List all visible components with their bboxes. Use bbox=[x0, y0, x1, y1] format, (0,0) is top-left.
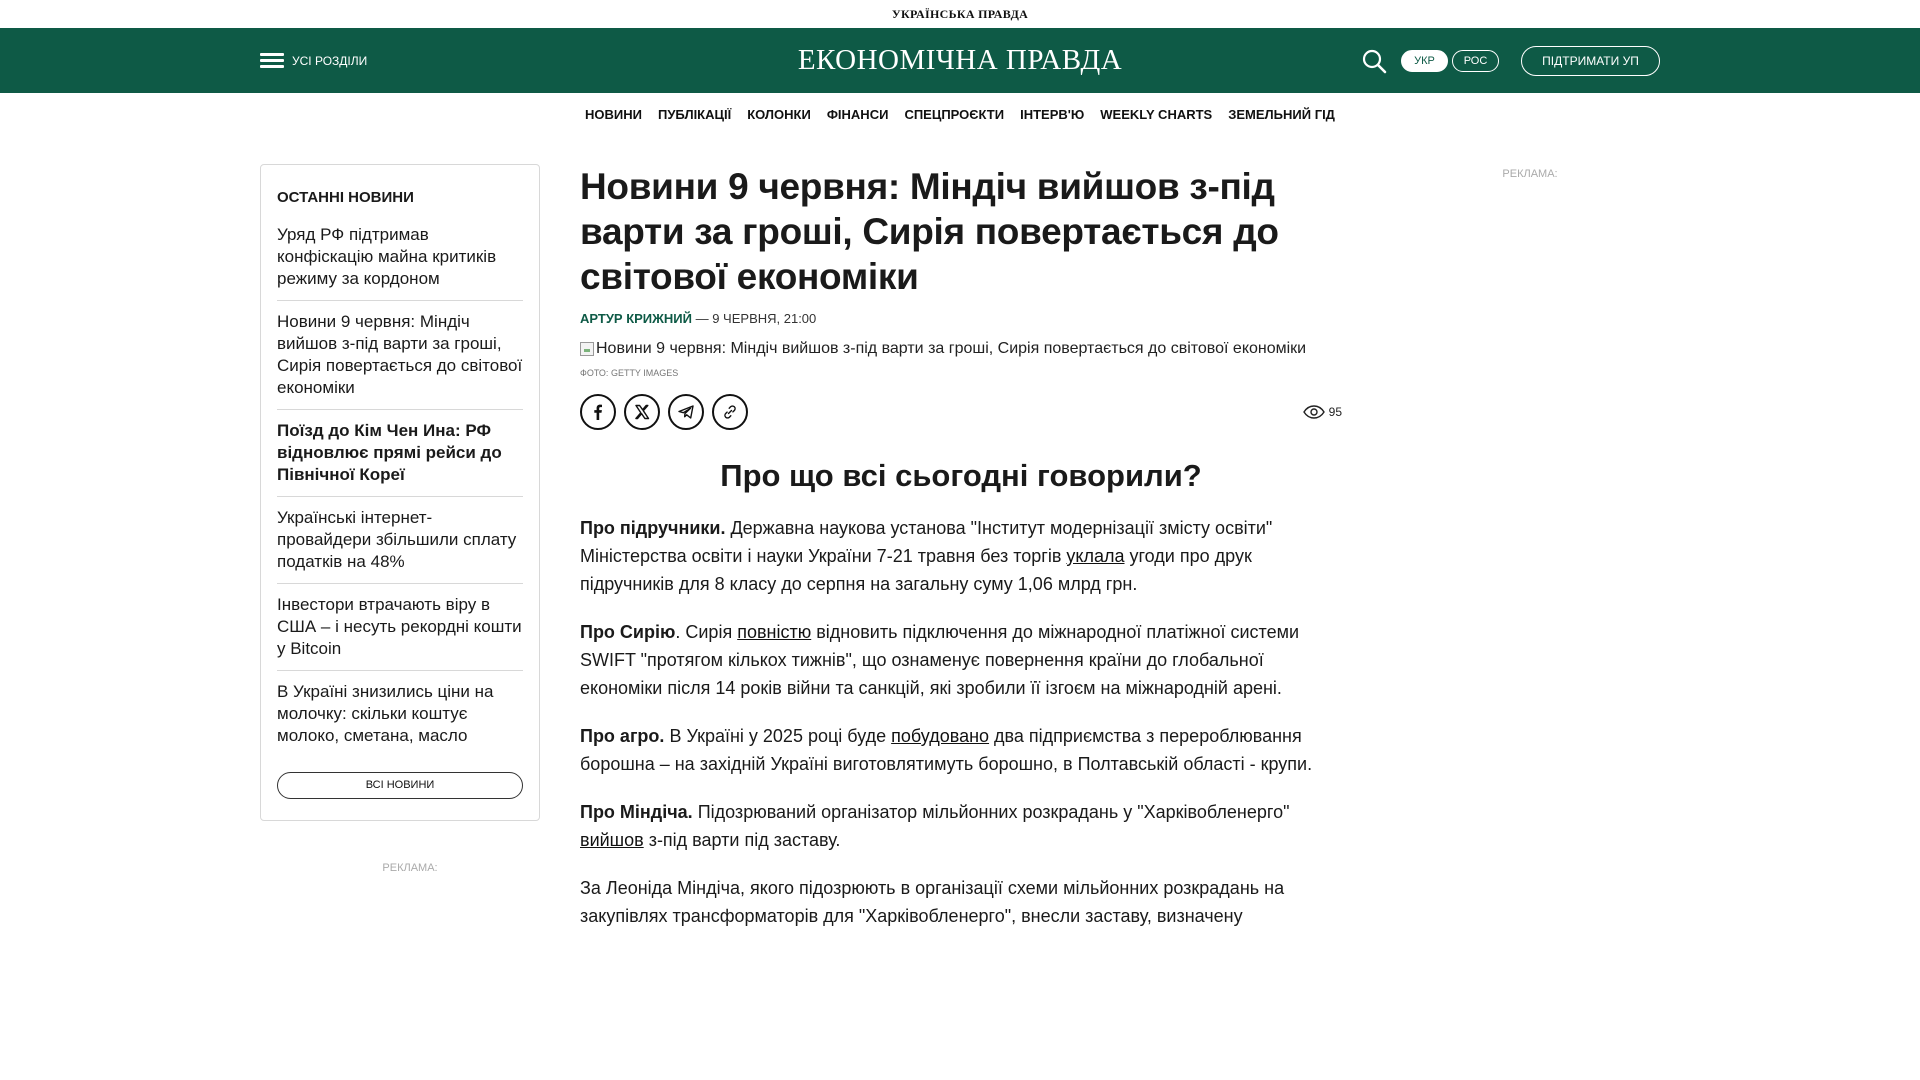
all-sections-label: УСІ РОЗДІЛИ bbox=[292, 53, 368, 68]
nav-item-news[interactable]: НОВИНИ bbox=[585, 106, 642, 122]
inline-link[interactable]: побудовано bbox=[891, 726, 990, 746]
sidebar-news-item[interactable]: Уряд РФ підтримав конфіскацію майна критиків режиму за кордоном bbox=[277, 214, 523, 301]
inline-link[interactable]: уклала bbox=[1066, 546, 1125, 566]
top-strip bbox=[0, 0, 1920, 28]
article-headline: Новини 9 червня: Міндіч вийшов з-під варти за гроші, Сирія повертається до світової економіки bbox=[580, 166, 1279, 297]
view-counter bbox=[1303, 394, 1342, 430]
all-news-button[interactable]: ВСІ НОВИНИ bbox=[277, 772, 523, 799]
nav-item-land-guide[interactable]: ЗЕМЕЛЬНИЙ ГІД bbox=[1228, 106, 1335, 122]
view-count: 95 bbox=[1328, 405, 1342, 419]
lang-ros-button[interactable]: РОС bbox=[1452, 50, 1499, 72]
sidebar-news-item[interactable]: Інвестори втрачають віру в США – і несуть рекордні кошти у Bitcoin bbox=[277, 584, 523, 671]
up-logo[interactable]: УКРАЇНСЬКА ПРАВДА bbox=[891, 7, 1029, 21]
share-bar bbox=[580, 394, 1342, 430]
article-paragraph: За Леоніда Міндіча, якого підозрюють в організації схеми мільйонних розкрадань на закупівлях трансформаторів для "Харківобленерго", внесли заставу, визначену bbox=[580, 878, 1285, 926]
hamburger-icon bbox=[260, 53, 284, 69]
article-paragraph bbox=[580, 514, 1342, 598]
facebook-icon bbox=[589, 403, 607, 421]
support-button[interactable]: ПІДТРИМАТИ УП bbox=[1521, 46, 1660, 76]
header-actions bbox=[1361, 28, 1660, 93]
x-share-button[interactable] bbox=[624, 394, 660, 430]
copy-link-button[interactable] bbox=[712, 394, 748, 430]
paragraph-text: В Україні у 2025 році буде bbox=[664, 726, 892, 746]
paragraph-text: угоди про друк підручників для 8 класу до серпня на загальну суму 1,06 млрд грн. bbox=[580, 546, 1252, 594]
article-image bbox=[580, 340, 1342, 358]
sidebar-news-item[interactable]: Українські інтернет-провайдери збільшили сплату податків на 48% bbox=[277, 497, 523, 584]
search-icon[interactable] bbox=[1361, 48, 1387, 74]
telegram-share-button[interactable] bbox=[668, 394, 704, 430]
article-paragraph bbox=[580, 618, 1342, 702]
telegram-icon bbox=[677, 403, 695, 421]
broken-image-icon bbox=[580, 342, 594, 356]
article-paragraph bbox=[580, 798, 1342, 854]
site-header bbox=[0, 28, 1920, 93]
article bbox=[580, 164, 1342, 930]
nav-item-publications[interactable]: ПУБЛІКАЦІЇ bbox=[658, 106, 732, 122]
nav-item-interview[interactable]: ІНТЕРВ'Ю bbox=[1020, 106, 1085, 122]
inline-link[interactable]: повністю bbox=[737, 622, 812, 642]
page-bottom-overlay bbox=[0, 990, 1920, 1080]
paragraph-text: з-під варти під заставу. bbox=[643, 830, 841, 850]
all-sections-button[interactable] bbox=[260, 28, 367, 93]
article-subheading: Про що всі сьогодні говорили? bbox=[720, 458, 1202, 493]
author-link[interactable]: АРТУР КРИЖНИЙ bbox=[580, 311, 692, 326]
paragraph-text: Підозрюваний організатор мільйонних розкрадань у "Харківобленерго" bbox=[692, 802, 1290, 822]
sidebar-news-item[interactable]: Поїзд до Кім Чен Ина: РФ відновлює прямі рейси до Північної Кореї bbox=[277, 410, 523, 497]
paragraph-lead: Про агро. bbox=[580, 726, 665, 746]
article-byline bbox=[580, 311, 1342, 326]
sidebar-title: ОСТАННІ НОВИНИ bbox=[277, 189, 414, 206]
eye-icon bbox=[1303, 405, 1325, 419]
x-icon bbox=[633, 403, 651, 421]
nav-item-special-projects[interactable]: СПЕЦПРОЄКТИ bbox=[904, 106, 1005, 122]
article-paragraph bbox=[580, 722, 1342, 778]
link-icon bbox=[721, 403, 739, 421]
byline-dash: — bbox=[691, 311, 713, 326]
paragraph-lead: Про Сирію bbox=[580, 622, 676, 642]
nav-item-columns[interactable]: КОЛОНКИ bbox=[747, 106, 811, 122]
paragraph-text: відновить підключення до міжнародної платіжної системи SWIFT "протягом кількох тижнів", що ознаменує повернення країни до глобальної економіки після 14 років війни та санкцій, які зробили її ізгоєм на міжнародній арені. bbox=[580, 622, 1300, 698]
ad-label-left: РЕКЛАМА: bbox=[382, 862, 438, 874]
nav-item-weekly-charts[interactable]: WEEKLY CHARTS bbox=[1100, 106, 1213, 122]
photo-credit: ФОТО: GETTY IMAGES bbox=[580, 368, 679, 378]
paragraph-text: два підприємства з перероблювання борошна – на західній Україні виготовлятимуть борошно, в Полтавській області - крупи. bbox=[580, 726, 1313, 774]
article-date: 9 ЧЕРВНЯ, 21:00 bbox=[712, 311, 817, 326]
nav-item-finance[interactable]: ФІНАНСИ bbox=[826, 106, 889, 122]
sidebar-news-item[interactable]: Новини 9 червня: Міндіч вийшов з-під варти за гроші, Сирія повертається до світової економіки bbox=[277, 301, 523, 410]
lang-ukr-button[interactable]: УКР bbox=[1401, 50, 1448, 72]
latest-news-sidebar bbox=[260, 164, 540, 821]
facebook-share-button[interactable] bbox=[580, 394, 616, 430]
site-logo[interactable]: ЕКОНОМІЧНА ПРАВДА bbox=[797, 44, 1123, 76]
sidebar-news-item[interactable]: В Україні знизились ціни на молочку: скільки коштує молоко, сметана, масло bbox=[277, 682, 494, 745]
paragraph-lead: Про підручники. bbox=[580, 518, 726, 538]
section-nav bbox=[0, 93, 1920, 135]
inline-link[interactable]: вийшов bbox=[580, 830, 644, 850]
paragraph-lead: Про Міндіча. bbox=[580, 802, 693, 822]
ad-label-right: РЕКЛАМА: bbox=[1502, 168, 1558, 180]
paragraph-text: . Сирія bbox=[675, 622, 738, 642]
article-image-alt: Новини 9 червня: Міндіч вийшов з-під варти за гроші, Сирія повертається до світової економіки bbox=[596, 340, 1307, 357]
paragraph-text: Державна наукова установа "Інститут модернізації змісту освіти" Міністерства освіти і науки України 7-21 травня без торгів bbox=[580, 518, 1273, 566]
